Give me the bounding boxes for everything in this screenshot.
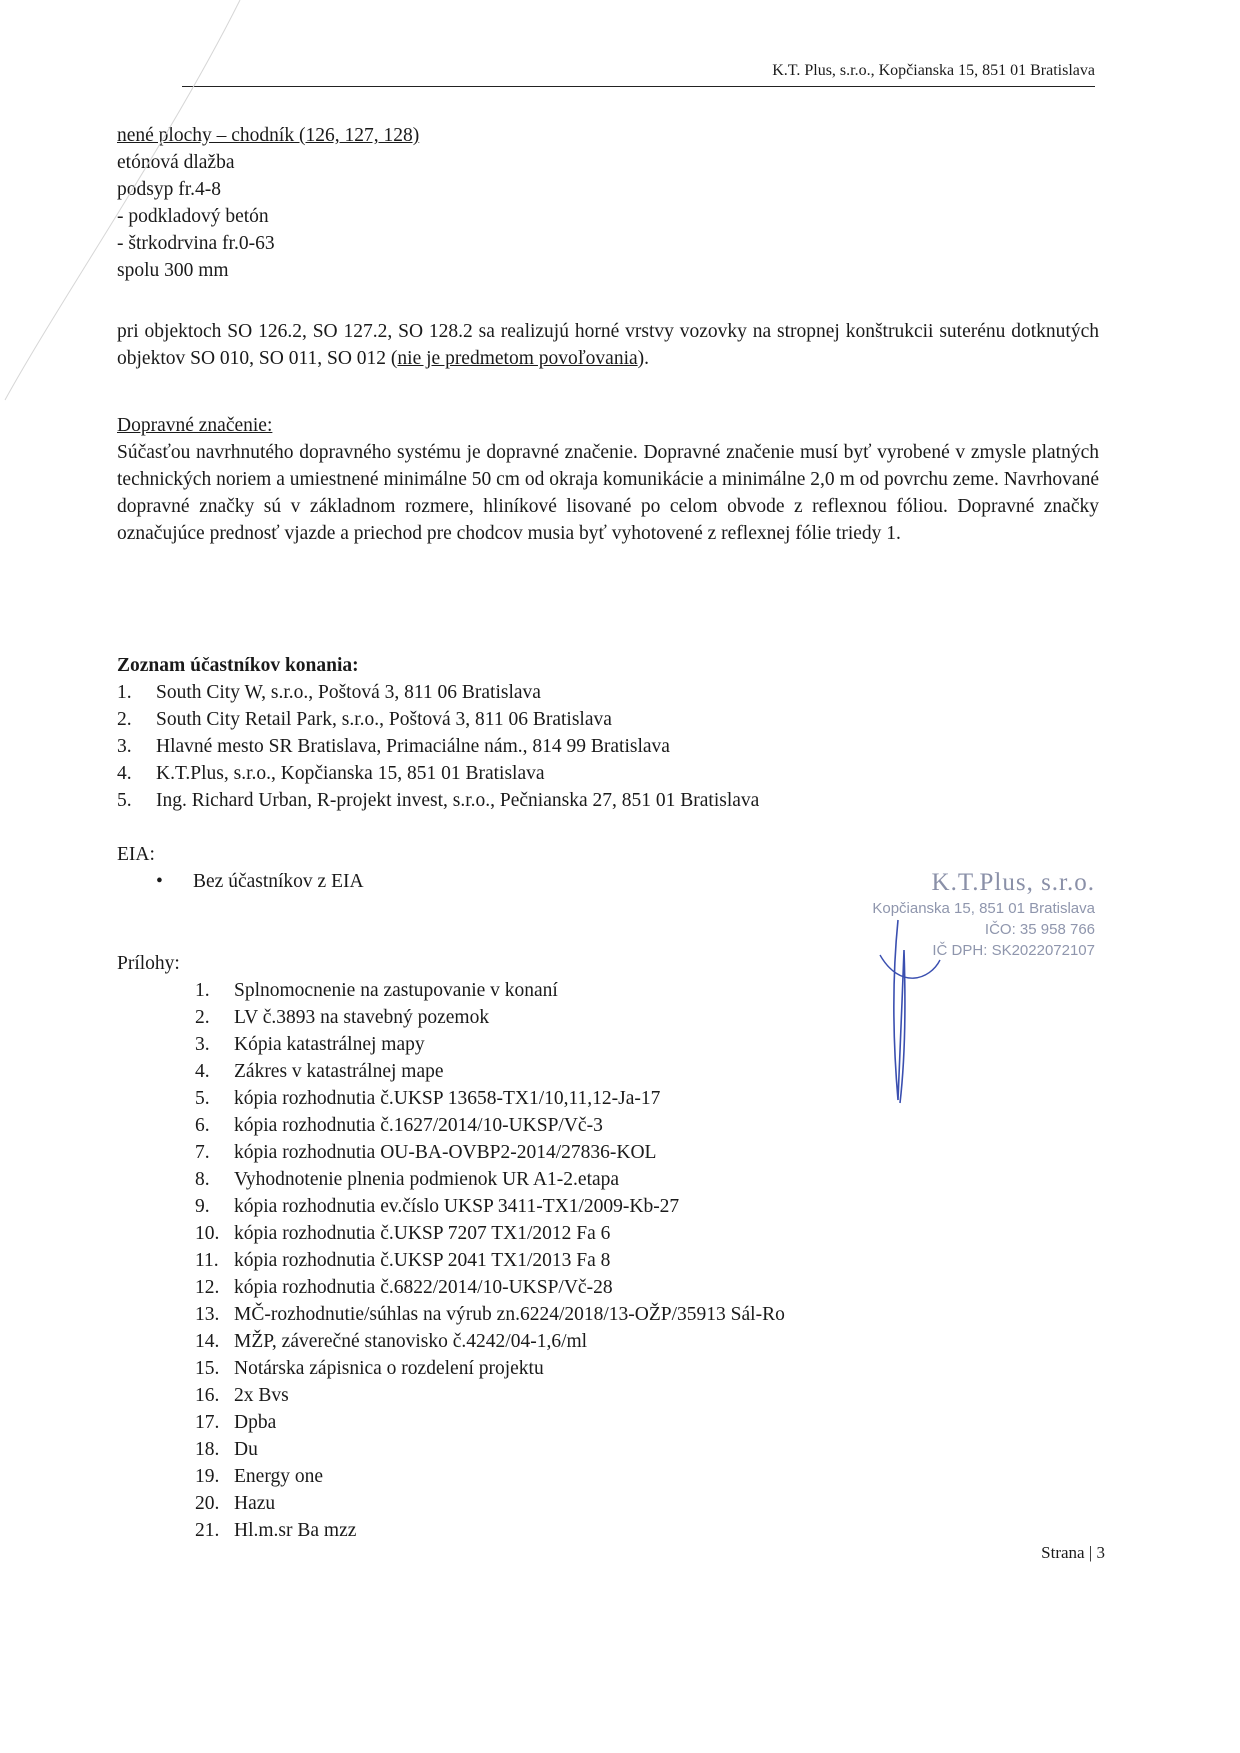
list-item: 4. K.T.Plus, s.r.o., Kopčianska 15, 851 01 Bratislava (117, 763, 545, 784)
eia-list (117, 868, 364, 895)
stamp-address: Kopčianska 15, 851 01 Bratislava (872, 900, 1095, 917)
list-item (195, 1490, 785, 1517)
list-item (195, 1193, 785, 1220)
list-item (195, 1274, 785, 1301)
attachment-number: 10. (195, 1223, 220, 1244)
attachment-number: 1. (195, 980, 210, 1001)
list-item (195, 1031, 785, 1058)
list-item (195, 1436, 785, 1463)
attachments-section (117, 950, 785, 1544)
stamp-company: K.T.Plus, s.r.o. (931, 869, 1095, 896)
stamp-dph: IČ DPH: SK2022072107 (932, 942, 1095, 959)
traffic-text: Súčasťou navrhnutého dopravného systému je dopravné značenie. Dopravné značenie musí byť vyrobené v zmysle platných technických noriem a umiestnené minimálne 50 cm od okraja komunikácie a minimálne 2,0 m od povrchu zeme. Navrhované dopravné značky sú v základnom rozmere, hliníkové lisované po celom obvode z reflexnou fóliou. Dopravné značky označujúce prednosť vjazde a priechod pre chodcov musia byť vyhotovené z reflexnej fólie triedy 1. (117, 442, 1099, 544)
eia-heading: EIA: (117, 844, 155, 865)
attachment-number: 5. (195, 1088, 210, 1109)
attachment-number: 21. (195, 1520, 220, 1541)
list-item (195, 1247, 785, 1274)
attachment-number: 16. (195, 1385, 220, 1406)
attachment-text: Hazu (234, 1493, 276, 1514)
attachment-text: MŽP, záverečné stanovisko č.4242/04-1,6/ml (234, 1331, 588, 1352)
attachment-text: MČ-rozhodnutie/súhlas na výrub zn.6224/2018/13-OŽP/35913 Sál-Ro (234, 1304, 785, 1325)
list-item (195, 1085, 785, 1112)
list-item (195, 1220, 785, 1247)
page-number: Strana | 3 (1041, 1543, 1105, 1562)
structure-note-text: pri objektoch SO 126.2, SO 127.2, SO 128.2 sa realizujú horné vrstvy vozovky na stropnej konštrukcii suterénu dotknutých objektov SO 010, SO 011, SO 012 ( (117, 321, 1099, 369)
list-item: • Bez účastníkov z EIA (117, 868, 364, 895)
pavement-line: podsyp fr.4-8 (117, 179, 221, 200)
attachment-number: 12. (195, 1277, 220, 1298)
list-item (195, 977, 785, 1004)
list-item (195, 1166, 785, 1193)
structure-note-end: ). (637, 348, 650, 369)
attachment-number: 17. (195, 1412, 220, 1433)
list-item (195, 1004, 785, 1031)
list-item (195, 1139, 785, 1166)
pavement-line: spolu 300 mm (117, 260, 229, 281)
attachment-text: kópia rozhodnutia ev.číslo UKSP 3411-TX1/2009-Kb-27 (234, 1196, 680, 1217)
list-item (195, 1058, 785, 1085)
attachment-text: kópia rozhodnutia OU-BA-OVBP2-2014/27836-KOL (234, 1142, 657, 1163)
attachment-text: kópia rozhodnutia č.UKSP 7207 TX1/2012 Fa 6 (234, 1223, 611, 1244)
attachment-number: 8. (195, 1169, 210, 1190)
attachment-number: 2. (195, 1007, 210, 1028)
attachments-heading: Prílohy: (117, 953, 180, 974)
eia-section (117, 841, 364, 895)
attachment-text: Dpba (234, 1412, 277, 1433)
attachment-text: Du (234, 1439, 258, 1460)
attachment-number: 15. (195, 1358, 220, 1379)
structure-note-underlined: nie je predmetom povoľovania (397, 348, 638, 369)
list-item: 2. South City Retail Park, s.r.o., Poštová 3, 811 06 Bratislava (117, 709, 612, 730)
attachments-list (195, 977, 785, 1544)
structure-note (117, 318, 1099, 372)
stamp-ico: IČO: 35 958 766 (984, 921, 1095, 938)
list-item: 1. South City W, s.r.o., Poštová 3, 811 06 Bratislava (117, 682, 541, 703)
attachment-text: kópia rozhodnutia č.UKSP 13658-TX1/10,11,12-Ja-17 (234, 1088, 661, 1109)
attachment-text: Hl.m.sr Ba mzz (234, 1520, 357, 1541)
list-item (195, 1112, 785, 1139)
attachment-text: Notárska zápisnica o rozdelení projektu (234, 1358, 544, 1379)
attachment-text: Zákres v katastrálnej mape (234, 1061, 444, 1082)
attachment-text: Energy one (234, 1466, 323, 1487)
attachment-number: 3. (195, 1034, 210, 1055)
traffic-section (117, 412, 1099, 547)
page-header: K.T. Plus, s.r.o., Kopčianska 15, 851 01 Bratislava (182, 62, 1095, 87)
list-item (195, 1409, 785, 1436)
attachment-text: LV č.3893 na stavebný pozemok (234, 1007, 490, 1028)
attachment-text: kópia rozhodnutia č.UKSP 2041 TX1/2013 Fa 8 (234, 1250, 611, 1271)
pavement-title: nené plochy – chodník (126, 127, 128) (117, 125, 420, 146)
attachment-number: 19. (195, 1466, 220, 1487)
attachment-number: 13. (195, 1304, 220, 1325)
attachment-text: Splnomocnenie na zastupovanie v konaní (234, 980, 558, 1001)
attachment-number: 9. (195, 1196, 210, 1217)
pavement-line: etónová dlažba (117, 152, 235, 173)
attachment-text: Kópia katastrálnej mapy (234, 1034, 425, 1055)
list-item (195, 1301, 785, 1328)
attachment-number: 18. (195, 1439, 220, 1460)
attachment-text: kópia rozhodnutia č.6822/2014/10-UKSP/Vč-28 (234, 1277, 613, 1298)
pavement-line: - štrkodrvina fr.0-63 (117, 233, 275, 254)
list-item (195, 1328, 785, 1355)
attachment-number: 20. (195, 1493, 220, 1514)
participants-list (117, 679, 759, 814)
participants-section (117, 652, 759, 814)
attachment-number: 14. (195, 1331, 220, 1352)
attachment-number: 6. (195, 1115, 210, 1136)
company-stamp (855, 868, 1095, 961)
list-item (195, 1517, 785, 1544)
list-item (195, 1463, 785, 1490)
attachment-number: 4. (195, 1061, 210, 1082)
attachment-number: 7. (195, 1142, 210, 1163)
participants-heading: Zoznam účastníkov konania: (117, 655, 359, 676)
traffic-heading: Dopravné značenie: (117, 415, 273, 436)
attachment-text: Vyhodnotenie plnenia podmienok UR A1-2.etapa (234, 1169, 620, 1190)
list-item: 3. Hlavné mesto SR Bratislava, Primaciálne nám., 814 99 Bratislava (117, 736, 670, 757)
pavement-section (117, 122, 419, 284)
attachment-number: 11. (195, 1250, 219, 1271)
list-item: 5. Ing. Richard Urban, R-projekt invest, s.r.o., Pečnianska 27, 851 01 Bratislava (117, 790, 760, 811)
attachment-text: 2x Bvs (234, 1385, 289, 1406)
list-item (195, 1355, 785, 1382)
pavement-line: - podkladový betón (117, 206, 269, 227)
attachment-text: kópia rozhodnutia č.1627/2014/10-UKSP/Vč-3 (234, 1115, 603, 1136)
list-item (195, 1382, 785, 1409)
